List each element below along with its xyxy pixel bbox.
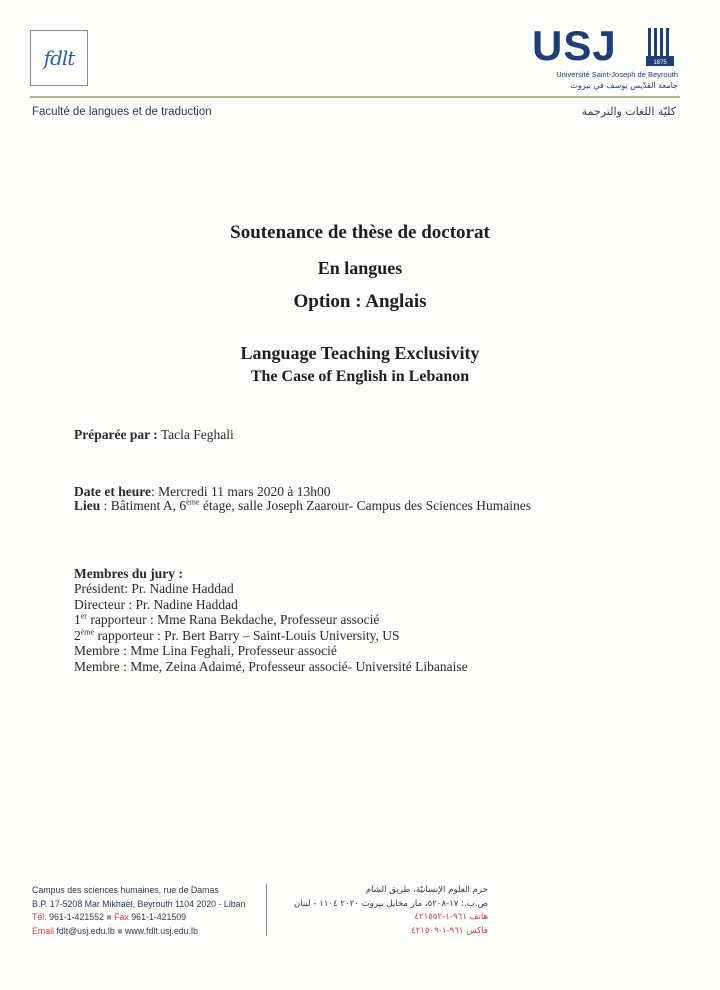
prepared-by <box>74 427 234 443</box>
thesis-title: Language Teaching Exclusivity <box>240 343 480 363</box>
defense-field: En langues <box>317 258 403 278</box>
website-link[interactable]: www.fdlt.usj.edu.lb <box>125 925 198 936</box>
fdlt-logo <box>30 30 88 86</box>
tel-value: 961-1-421552 <box>49 912 104 922</box>
jury-heading: Membres du jury : <box>74 566 183 581</box>
date-value: : Mercredi 11 mars 2020 à 13h00 <box>150 484 331 499</box>
usj-emblem-icon <box>646 26 676 68</box>
usj-name-ar: جامعة القدّيس يوسف في بيروت <box>570 81 678 90</box>
fax-value: 961-1-421509 <box>131 912 187 922</box>
fdlt-logo-text: fdlt <box>43 46 75 70</box>
lieu-value-pre: : Bâtiment A, 6 <box>100 498 187 513</box>
footer-ar-fax: فاكس ٩٦١-١-٤٢١٥٠٩ <box>411 925 488 936</box>
email-link[interactable]: fdlt@usj.edu.lb <box>56 925 115 936</box>
usj-name-fr: Université Saint-Joseph de Beyrouth <box>556 70 678 79</box>
separator-square-icon: ■ <box>117 925 123 936</box>
defense-option: Option : Anglais <box>293 291 427 312</box>
usj-year: 1875 <box>653 60 667 66</box>
date-label: Date et heure <box>74 484 151 499</box>
tel-label: Tél. <box>32 912 47 922</box>
jury-membre-1: Membre : Mme Lina Feghali, Professeur associé <box>74 643 337 659</box>
footer-email-web <box>32 925 245 939</box>
footer-divider <box>266 884 267 936</box>
separator-square-icon: ■ <box>106 912 112 922</box>
prepared-by-value: Tacla Feghali <box>160 427 234 442</box>
jury-president: Président: Pr. Nadine Haddad <box>74 581 234 596</box>
jury-rapporteur-2: 2ème rapporteur : Pr. Bert Barry – Saint-Louis University, US <box>74 627 400 643</box>
footer-ar-address-1: حرم العلوم الإنسانيّة، طريق الشام <box>365 885 488 895</box>
lieu-label: Lieu <box>74 498 101 513</box>
jury-rapporteur-1: 1er rapporteur : Mme Rana Bekdache, Professeur associé <box>74 611 380 628</box>
footer-address-2: B.P. 17-5208 Mar Mikhaël, Beyrouth 1104 2020 - Liban <box>32 898 246 909</box>
email-label: Email <box>32 925 54 936</box>
lieu-sup: ème <box>186 497 200 507</box>
jury-list <box>74 581 468 675</box>
footer-contact-fr <box>32 884 245 938</box>
usj-logo-text: USJ <box>532 22 617 69</box>
usj-logo <box>528 22 678 94</box>
lieu-value-post: étage, salle Joseph Zaarour- Campus des Sciences Humaines <box>199 498 531 513</box>
header-divider <box>30 96 680 98</box>
footer-ar-address-2: ص.ب.: ١٧-٥٢٠٨، مار مخايل بيروت ٢٠٢٠ ١١٠٤ - لبنان <box>293 898 488 909</box>
thesis-subtitle: The Case of English in Lebanon <box>250 368 470 385</box>
prepared-by-label: Préparée par : <box>74 427 158 442</box>
jury-directeur: Directeur : Pr. Nadine Haddad <box>74 596 238 612</box>
jury-membre-2: Membre : Mme, Zeina Adaimé, Professeur associé- Université Libanaise <box>74 658 468 674</box>
faculty-name-ar: كليّة اللغات والترجمة <box>581 105 676 118</box>
footer-address-1: Campus des sciences humaines, rue de Damas <box>32 885 219 895</box>
fax-label: Fax <box>114 912 129 922</box>
footer-contact-ar <box>280 884 488 938</box>
defense-title: Soutenance de thèse de doctorat <box>230 222 490 243</box>
footer-phone-fax <box>32 911 245 925</box>
footer-ar-phone: هاتف ٩٦١-١-٤٢١٥٥٢ <box>414 912 488 922</box>
location <box>74 498 531 514</box>
faculty-name-fr: Faculté de langues et de traduction <box>32 106 212 118</box>
